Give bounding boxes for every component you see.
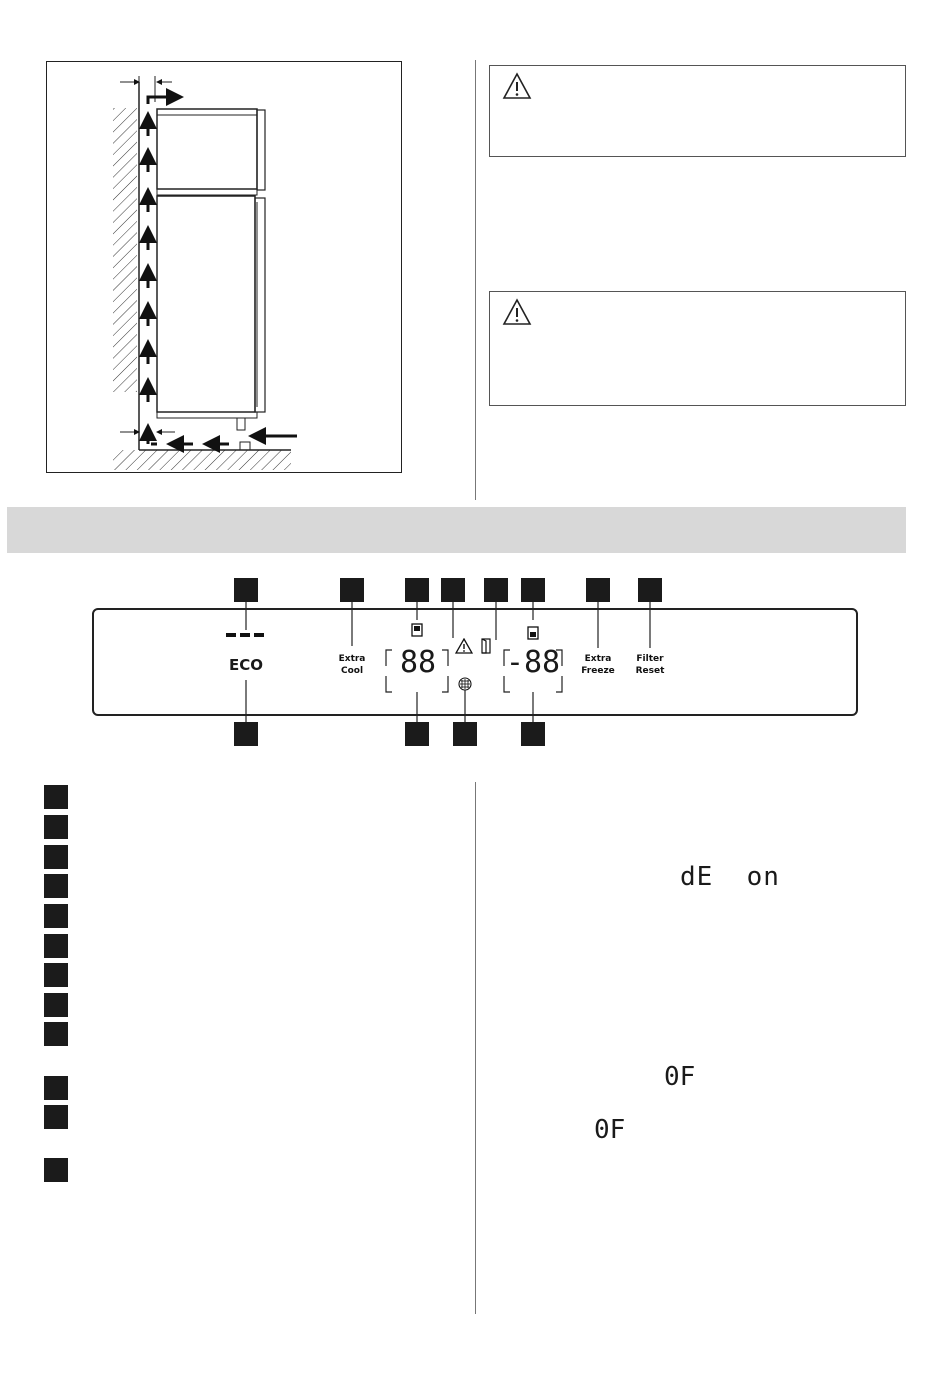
- marker-top-7: [586, 578, 610, 602]
- legend-marker-8: [44, 993, 68, 1017]
- section-header-band: [7, 507, 906, 553]
- column-divider-bottom: [475, 782, 476, 1314]
- marker-top-8: [638, 578, 662, 602]
- extra-cool-line-2: Cool: [340, 666, 364, 676]
- fridge-compartment-icon: [411, 623, 423, 637]
- warning-icon: [502, 72, 532, 100]
- extra-freeze-line-1: Extra: [584, 654, 612, 664]
- marker-top-3: [405, 578, 429, 602]
- legend-marker-5: [44, 904, 68, 928]
- display-code-off-2: 0F: [594, 1115, 626, 1145]
- warning-icon: [502, 298, 532, 326]
- ventilation-diagram: [47, 62, 403, 474]
- floor-hatch: [113, 450, 291, 470]
- leader-lines: [0, 600, 950, 726]
- filter-reset-line-2: Reset: [635, 666, 665, 676]
- alarm-icon: [455, 638, 473, 654]
- legend-marker-2: [44, 815, 68, 839]
- freezer-compartment-icon: [527, 626, 539, 640]
- legend-marker-7: [44, 963, 68, 987]
- legend-marker-1: [44, 785, 68, 809]
- door-open-icon: [480, 638, 492, 654]
- filter-reset-button[interactable]: [624, 653, 676, 677]
- marker-top-1: [234, 578, 258, 602]
- fridge-temp-display: 88: [399, 645, 437, 680]
- eco-label[interactable]: ECO: [228, 656, 263, 674]
- eco-dashes: [226, 633, 266, 637]
- marker-top-4: [441, 578, 465, 602]
- legend-marker-12: [44, 1158, 68, 1182]
- legend-marker-11: [44, 1105, 68, 1129]
- legend-marker-9: [44, 1022, 68, 1046]
- ventilation-figure: [46, 61, 402, 473]
- warning-box-2: [489, 291, 906, 406]
- extra-cool-button[interactable]: [326, 653, 378, 677]
- display-code-demo-on: dE on: [680, 862, 780, 892]
- warning-box-1: [489, 65, 906, 157]
- legend-marker-10: [44, 1076, 68, 1100]
- display-code-off-1: 0F: [664, 1062, 696, 1092]
- marker-top-6: [521, 578, 545, 602]
- column-divider-top: [475, 60, 476, 500]
- marker-top-5: [484, 578, 508, 602]
- legend-marker-3: [44, 845, 68, 869]
- extra-freeze-button[interactable]: [572, 653, 624, 677]
- extra-freeze-line-2: Freeze: [581, 666, 615, 676]
- filter-reset-line-1: Filter: [636, 654, 664, 664]
- extra-cool-line-1: Extra: [338, 654, 366, 664]
- filter-icon: [458, 677, 472, 691]
- wall-hatch: [113, 108, 137, 392]
- marker-top-2: [340, 578, 364, 602]
- freezer-temp-display: -88: [505, 645, 561, 680]
- legend-marker-4: [44, 874, 68, 898]
- legend-marker-6: [44, 934, 68, 958]
